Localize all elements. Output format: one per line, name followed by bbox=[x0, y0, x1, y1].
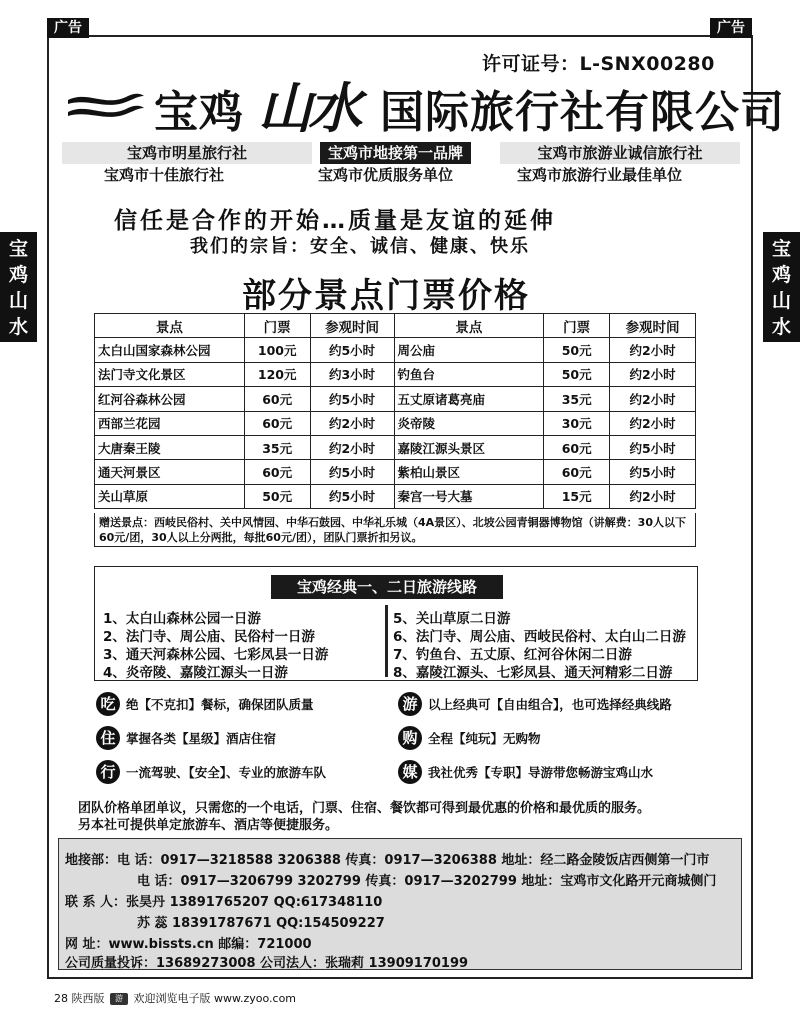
honor-badge: 宝鸡市明星旅行社 bbox=[62, 142, 312, 164]
edition-label: 陕西版 bbox=[71, 992, 105, 1005]
honor-badge: 宝鸡市旅游行业最佳单位 bbox=[517, 166, 683, 184]
visit-time-cell: 约2小时 bbox=[610, 387, 696, 411]
feature-item bbox=[398, 726, 541, 750]
table-row bbox=[95, 484, 696, 508]
col-header: 景点 bbox=[394, 314, 544, 338]
table-row bbox=[95, 387, 696, 411]
ad-tag-left: 广告 bbox=[47, 18, 89, 38]
route-item: 8、嘉陵江源头、七彩凤县、通天河精彩二日游 bbox=[393, 665, 673, 681]
prices-title: 部分景点门票价格 bbox=[242, 276, 530, 316]
route-item: 7、钓鱼台、五丈原、红河谷休闲二日游 bbox=[393, 647, 632, 663]
scenic-spot-cell: 五丈原诸葛亮庙 bbox=[394, 387, 544, 411]
col-header: 参观时间 bbox=[310, 314, 394, 338]
scenic-spot-cell: 嘉陵江源头景区 bbox=[394, 435, 544, 459]
slogan: 信任是合作的开始…质量是友谊的延伸 bbox=[114, 208, 556, 234]
feature-text: 我社优秀【专职】导游带您畅游宝鸡山水 bbox=[428, 765, 654, 780]
ticket-price-cell: 50元 bbox=[544, 362, 610, 386]
visit-time-cell: 约2小时 bbox=[610, 484, 696, 508]
scenic-spot-cell: 法门寺文化景区 bbox=[95, 362, 245, 386]
ticket-price-cell: 50元 bbox=[244, 484, 310, 508]
note-line: 团队价格单团单议，只需您的一个电话，门票、住宿、餐饮都可得到最优惠的价格和最优质的服务。 bbox=[78, 801, 651, 816]
feature-text: 一流驾驶、【安全】、专业的旅游车队 bbox=[126, 765, 327, 780]
contact-line: 电 话：0917—3206799 3202799 传真：0917—3202799 地址：宝鸡市文化路开元商城侧门 bbox=[137, 874, 717, 889]
honor-badge: 宝鸡市旅游业诚信旅行社 bbox=[500, 142, 740, 164]
feature-item bbox=[96, 692, 314, 716]
ticket-price-cell: 60元 bbox=[244, 387, 310, 411]
waves-logo-icon bbox=[66, 86, 146, 126]
feature-item bbox=[398, 760, 653, 784]
routes-divider bbox=[385, 605, 388, 677]
table-row bbox=[95, 362, 696, 386]
feature-text: 全程【纯玩】无购物 bbox=[428, 731, 541, 746]
scenic-spot-cell: 紫柏山景区 bbox=[394, 460, 544, 484]
visit-time-cell: 约2小时 bbox=[610, 411, 696, 435]
route-item: 5、关山草原二日游 bbox=[393, 611, 511, 627]
feature-text: 掌握各类【星级】酒店住宿 bbox=[126, 731, 277, 746]
feature-text: 以上经典可【自由组合】，也可选择经典线路 bbox=[428, 697, 672, 712]
visit-time-cell: 约2小时 bbox=[310, 411, 394, 435]
routes-box bbox=[94, 566, 698, 681]
brand-name-part2: 国际旅行社有限公司 bbox=[380, 87, 785, 138]
contact-line: 联 系 人：张昊丹 13891765207 QQ:617348110 bbox=[65, 895, 383, 910]
brand-name-part1: 宝鸡 bbox=[154, 87, 244, 138]
shopping-icon: 购 bbox=[398, 726, 422, 750]
ticket-price-cell: 30元 bbox=[544, 411, 610, 435]
brand-calligraphy: 山水 bbox=[258, 76, 358, 140]
website-line: 网 址：www.bissts.cn 邮编：721000 bbox=[65, 937, 312, 952]
complaint-line: 公司质量投诉：13689273008 公司法人：张瑞莉 13909170199 bbox=[65, 956, 469, 971]
ticket-price-cell: 60元 bbox=[544, 460, 610, 484]
license-number: 许可证号：L-SNX00280 bbox=[482, 53, 715, 75]
scenic-spot-cell: 秦宫一号大墓 bbox=[394, 484, 544, 508]
visit-time-cell: 约5小时 bbox=[310, 460, 394, 484]
feature-item bbox=[96, 760, 326, 784]
page-footer bbox=[54, 990, 296, 1006]
ad-tag-right: 广告 bbox=[710, 18, 752, 38]
scenic-spot-cell: 周公庙 bbox=[394, 338, 544, 362]
table-header-row bbox=[95, 314, 696, 338]
scenic-spot-cell: 太白山国家森林公园 bbox=[95, 338, 245, 362]
ticket-price-cell: 100元 bbox=[244, 338, 310, 362]
ticket-price-cell: 35元 bbox=[244, 435, 310, 459]
visit-time-cell: 约5小时 bbox=[310, 387, 394, 411]
ticket-price-cell: 60元 bbox=[244, 411, 310, 435]
route-item: 3、通天河森林公园、七彩凤县一日游 bbox=[103, 647, 329, 663]
eat-icon: 吃 bbox=[96, 692, 120, 716]
scenic-spot-cell: 西部兰花园 bbox=[95, 411, 245, 435]
table-row bbox=[95, 338, 696, 362]
visit-time-cell: 约2小时 bbox=[310, 435, 394, 459]
ticket-price-table bbox=[94, 313, 696, 509]
tour-icon: 游 bbox=[398, 692, 422, 716]
col-header: 门票 bbox=[244, 314, 310, 338]
feature-item bbox=[96, 726, 276, 750]
visit-time-cell: 约2小时 bbox=[610, 338, 696, 362]
route-item: 6、法门寺、周公庙、西岐民俗村、太白山二日游 bbox=[393, 629, 686, 645]
ticket-price-cell: 35元 bbox=[544, 387, 610, 411]
contact-box bbox=[58, 838, 742, 970]
tenet: 我们的宗旨：安全、诚信、健康、快乐 bbox=[190, 236, 530, 257]
route-item: 2、法门寺、周公庙、民俗村一日游 bbox=[103, 629, 315, 645]
ticket-price-cell: 60元 bbox=[244, 460, 310, 484]
col-header: 参观时间 bbox=[610, 314, 696, 338]
travel-icon: 行 bbox=[96, 760, 120, 784]
honor-badge: 宝鸡市十佳旅行社 bbox=[104, 166, 225, 184]
table-row bbox=[95, 411, 696, 435]
side-tab-right: 宝 鸡 山 水 bbox=[763, 232, 800, 342]
feature-item bbox=[398, 692, 672, 716]
gift-note: 赠送景点：西岐民俗村、关中风情园、中华石鼓园、中华礼乐城（4A景区）、北坡公园青铜器博物馆（讲解费：30人以下60元/团，30人以上分两批，每批60元/团），团队门票折扣另议。 bbox=[94, 513, 696, 547]
note-line: 另本社可提供单定旅游车、酒店等便捷服务。 bbox=[78, 818, 339, 833]
scenic-spot-cell: 红河谷森林公园 bbox=[95, 387, 245, 411]
scenic-spot-cell: 关山草原 bbox=[95, 484, 245, 508]
ticket-price-cell: 60元 bbox=[544, 435, 610, 459]
col-header: 景点 bbox=[95, 314, 245, 338]
ticket-price-cell: 50元 bbox=[544, 338, 610, 362]
side-tab-left: 宝 鸡 山 水 bbox=[0, 232, 37, 342]
scenic-spot-cell: 钓鱼台 bbox=[394, 362, 544, 386]
col-header: 门票 bbox=[544, 314, 610, 338]
scenic-spot-cell: 大唐秦王陵 bbox=[95, 435, 245, 459]
contact-line: 地接部：电 话：0917—3218588 3206388 传真：0917—3206388 地址：经二路金陵饭店西侧第一门市 bbox=[65, 853, 710, 868]
visit-time-cell: 约5小时 bbox=[310, 338, 394, 362]
visit-time-cell: 约5小时 bbox=[610, 460, 696, 484]
route-item: 1、太白山森林公园一日游 bbox=[103, 611, 261, 627]
table-row bbox=[95, 435, 696, 459]
visit-time-cell: 约2小时 bbox=[610, 362, 696, 386]
guide-icon: 媒 bbox=[398, 760, 422, 784]
ticket-price-cell: 15元 bbox=[544, 484, 610, 508]
routes-title: 宝鸡经典一、二日旅游线路 bbox=[271, 575, 503, 599]
visit-time-cell: 约3小时 bbox=[310, 362, 394, 386]
scenic-spot-cell: 通天河景区 bbox=[95, 460, 245, 484]
honor-badge: 宝鸡市优质服务单位 bbox=[318, 166, 454, 184]
feature-text: 绝【不克扣】餐标，确保团队质量 bbox=[126, 697, 314, 712]
scenic-spot-cell: 炎帝陵 bbox=[394, 411, 544, 435]
route-item: 4、炎帝陵、嘉陵江源头一日游 bbox=[103, 665, 288, 681]
page-number: 28 bbox=[54, 992, 68, 1005]
stay-icon: 住 bbox=[96, 726, 120, 750]
table-row bbox=[95, 460, 696, 484]
honor-badge-highlight: 宝鸡市地接第一品牌 bbox=[320, 142, 471, 164]
contact-line: 苏 蕊 18391787671 QQ:154509227 bbox=[137, 916, 385, 931]
footer-text: 欢迎浏览电子版 www.zyoo.com bbox=[133, 992, 297, 1005]
zyoo-logo-icon: 游 bbox=[110, 993, 128, 1005]
ticket-price-cell: 120元 bbox=[244, 362, 310, 386]
visit-time-cell: 约5小时 bbox=[310, 484, 394, 508]
service-note bbox=[78, 800, 650, 834]
visit-time-cell: 约5小时 bbox=[610, 435, 696, 459]
